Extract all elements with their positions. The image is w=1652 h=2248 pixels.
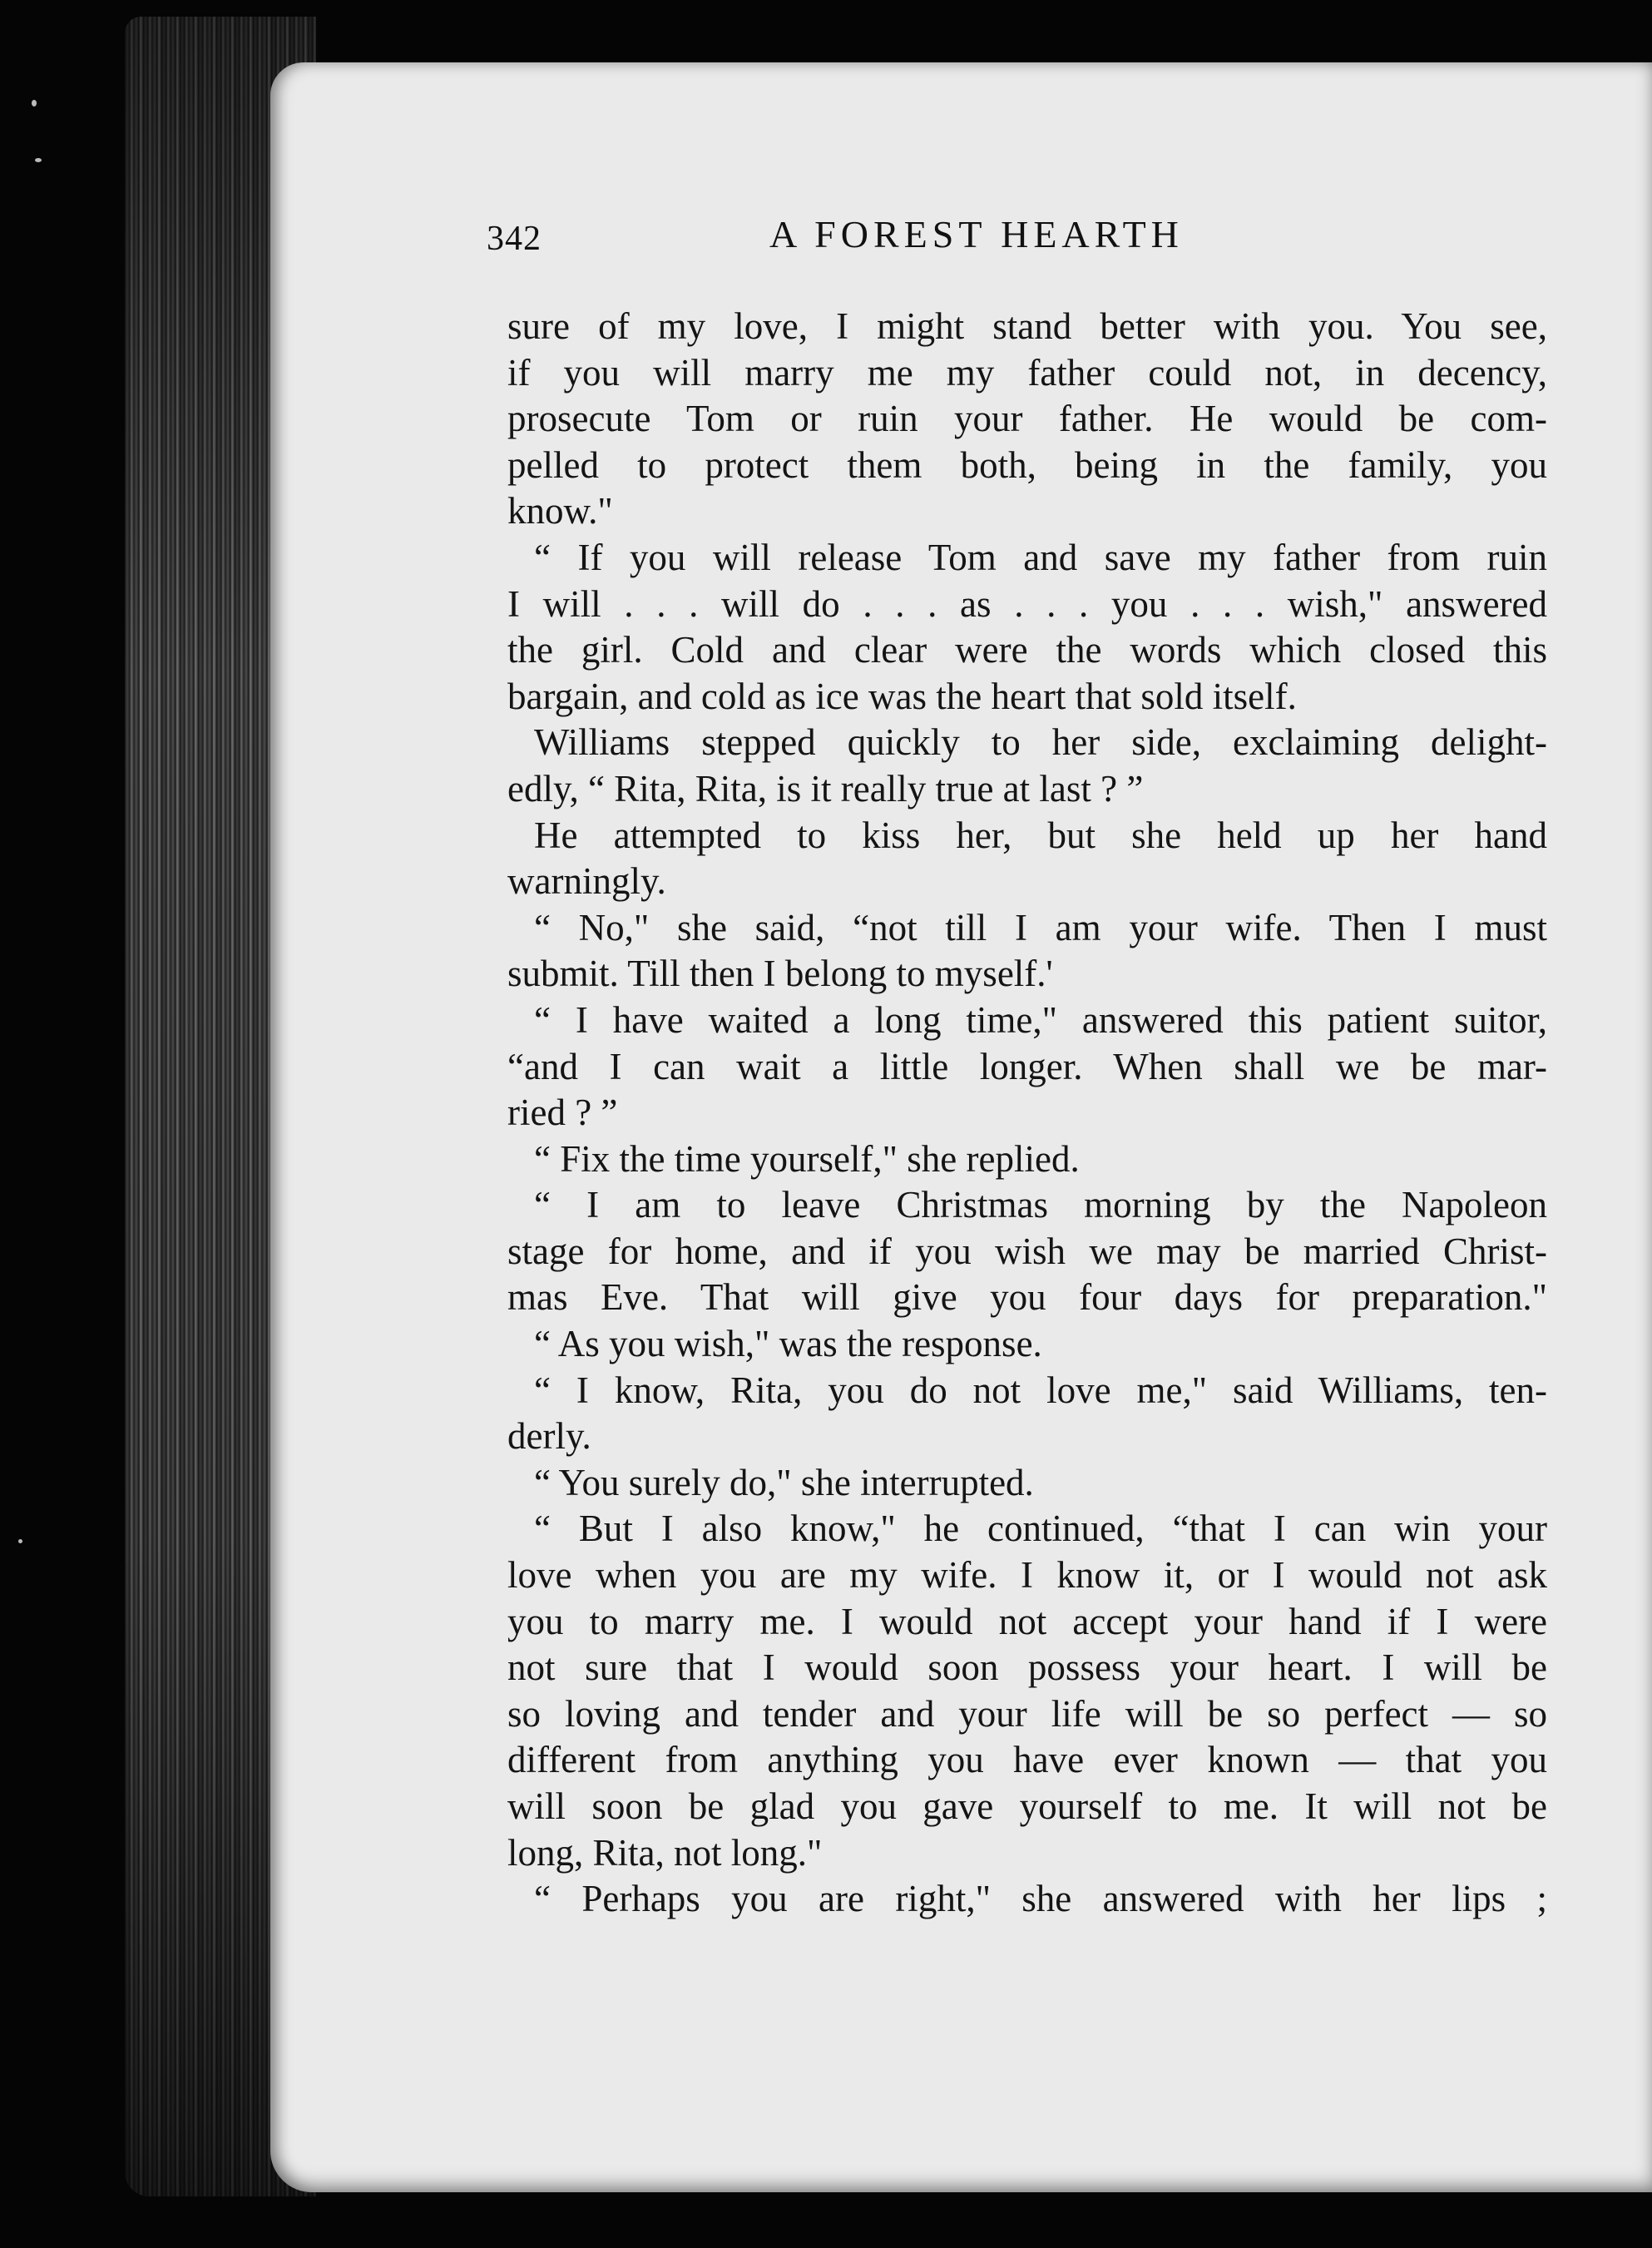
running-head [487, 212, 1568, 270]
dust-speck [18, 1539, 22, 1543]
book-title: A FOREST HEARTH [769, 213, 1184, 255]
text-line: “and I can wait a little longer. When shall we be mar- [507, 1045, 1547, 1087]
text-line: warningly. [507, 860, 666, 903]
page-number: 342 [487, 220, 542, 258]
text-line: “ As you wish," was the response. [534, 1323, 1042, 1365]
text-line: edly, “ Rita, Rita, is it really true at last ? ” [507, 767, 1144, 810]
text-line: long, Rita, not long." [507, 1831, 823, 1874]
text-line: “ Fix the time yourself," she replied. [534, 1137, 1080, 1180]
text-line: “ No," she said, “not till I am your wife. Then I must [534, 906, 1547, 948]
text-line: “ If you will release Tom and save my father from ruin [534, 536, 1547, 578]
text-line: mas Eve. That will give you four days for preparation." [507, 1276, 1547, 1319]
text-line: “ You surely do," she interrupted. [534, 1461, 1034, 1503]
text-line: know." [507, 490, 613, 532]
text-line: “ I have waited a long time," answered this patient suitor, [534, 998, 1547, 1041]
text-line: prosecute Tom or ruin your father. He would be com- [507, 398, 1547, 440]
text-line: will soon be glad you gave yourself to me. It will not be [507, 1785, 1547, 1827]
text-line: ried ? ” [507, 1092, 618, 1134]
text-line: “ I am to leave Christmas morning by the Napoleon [534, 1184, 1547, 1226]
dust-speck [32, 100, 37, 106]
text-line: not sure that I would soon possess your heart. I will be [507, 1646, 1547, 1689]
text-line: pelled to protect them both, being in the family, you [507, 443, 1547, 486]
text-line: “ But I also know," he continued, “that I can win your [534, 1508, 1547, 1550]
text-line: if you will marry me my father could not, in decency, [507, 351, 1547, 394]
text-line: the girl. Cold and clear were the words which closed this [507, 629, 1547, 671]
text-line: bargain, and cold as ice was the heart that sold itself. [507, 675, 1297, 717]
body-text [507, 304, 1547, 1923]
text-line: I will . . . will do . . . as . . . you . . . wish," answered [507, 582, 1547, 625]
text-line: He attempted to kiss her, but she held up her hand [534, 814, 1547, 856]
text-line: submit. Till then I belong to myself.' [507, 953, 1053, 995]
text-line: so loving and tender and your life will be so perfect — so [507, 1692, 1547, 1735]
text-line: derly. [507, 1415, 591, 1458]
text-line: love when you are my wife. I know it, or I would not ask [507, 1554, 1547, 1597]
text-line: stage for home, and if you wish we may be married Christ- [507, 1230, 1547, 1272]
text-line: Williams stepped quickly to her side, exclaiming delight- [534, 721, 1547, 764]
text-line: you to marry me. I would not accept your hand if I were [507, 1600, 1547, 1642]
dust-speck [35, 158, 42, 162]
text-line: sure of my love, I might stand better with you. You see, [507, 305, 1547, 347]
text-line: different from anything you have ever known — that you [507, 1739, 1547, 1781]
text-line: “ I know, Rita, you do not love me," said Williams, ten- [534, 1369, 1547, 1411]
text-line: “ Perhaps you are right," she answered with her lips ; [534, 1878, 1547, 1920]
